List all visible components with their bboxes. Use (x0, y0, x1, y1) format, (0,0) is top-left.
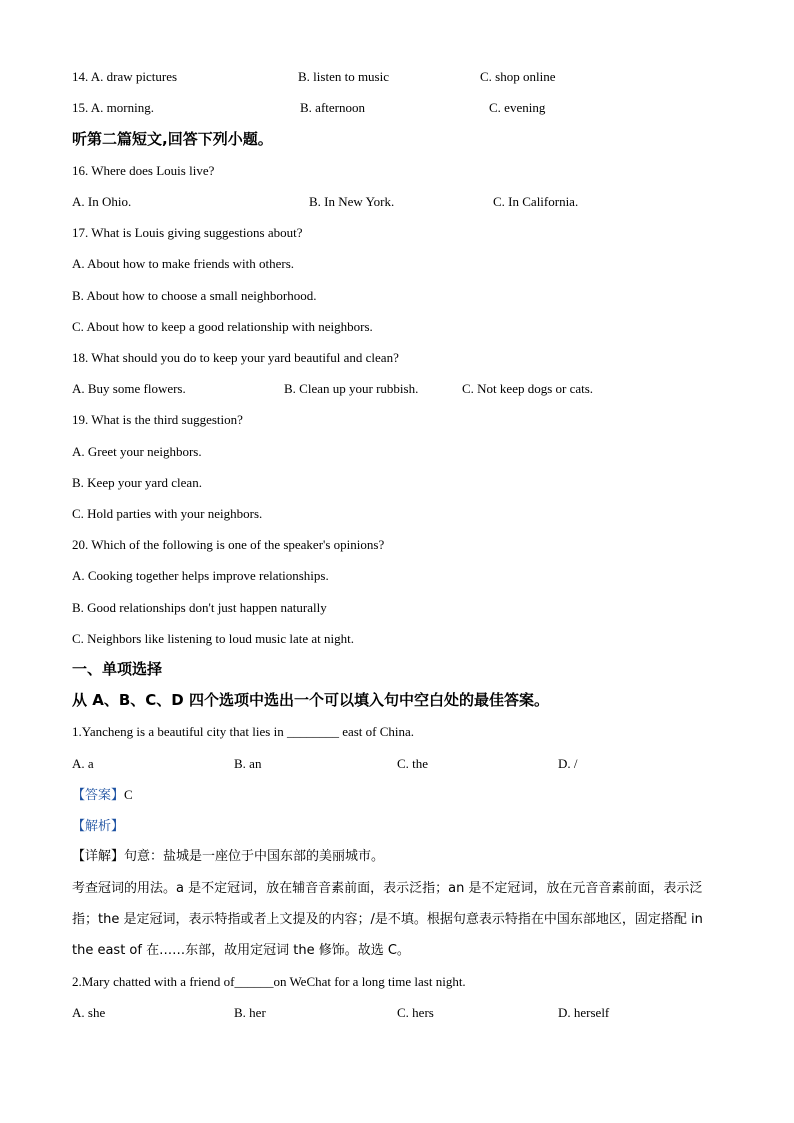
q16-stem: 16. Where does Louis live? (72, 163, 215, 178)
q17-option-b: B. About how to choose a small neighborhood. (72, 288, 317, 303)
q15-option-b: B. afternoon (300, 100, 365, 115)
mc1-option-c: C. the (397, 756, 429, 771)
mc2-option-b: B. her (234, 1005, 266, 1020)
mc1-detail-line (72, 849, 384, 865)
analysis-tag: 【解析】 (72, 819, 125, 834)
q19-option-a: A. Greet your neighbors. (72, 444, 202, 459)
q15-option-a: 15. A. morning. (72, 100, 154, 115)
q20-option-c: C. Neighbors like listening to loud music late at night. (72, 631, 354, 646)
q14-option-a: 14. A. draw pictures (72, 69, 178, 84)
q19-option-c: C. Hold parties with your neighbors. (72, 506, 263, 521)
section2-heading: 听第二篇短文,回答下列小题。 (72, 130, 273, 148)
answer-value: C (124, 787, 133, 802)
mc1-option-a: A. a (72, 756, 94, 771)
q20-option-a: A. Cooking together helps improve relationships. (72, 568, 329, 583)
q18-option-c: C. Not keep dogs or cats. (462, 381, 594, 396)
mc1-option-d: D. / (558, 756, 578, 771)
part1-heading: 一、单项选择 (72, 660, 163, 678)
q17-option-c: C. About how to keep a good relationship with neighbors. (72, 319, 373, 334)
mc1-answer-line (72, 787, 133, 804)
q16-option-c: C. In California. (493, 194, 579, 209)
q18-option-b: B. Clean up your rubbish. (284, 381, 419, 396)
mc1-explanation: 考查冠词的用法。a 是不定冠词，放在辅音音素前面，表示泛指；an 是不定冠词，放在元音音素前面，表示泛指；the 是定冠词，表示特指或者上文提及的内容；/是不填。根据句意表示特指在中国东部地区，固定搭配 in the east of 在……东部，故用定冠词 the 修饰。故选 C。 (72, 881, 703, 958)
mc2-stem: 2.Mary chatted with a friend of______on WeChat for a long time last night. (72, 974, 466, 989)
mc2-option-a: A. she (72, 1005, 106, 1020)
detail-text: 句意：盐城是一座位于中国东部的美丽城市。 (124, 849, 385, 864)
q19-option-b: B. Keep your yard clean. (72, 475, 202, 490)
q20-option-b: B. Good relationships don't just happen naturally (72, 600, 327, 615)
detail-tag: 【详解】 (72, 849, 125, 864)
q16-option-a: A. In Ohio. (72, 194, 132, 209)
q18-option-a: A. Buy some flowers. (72, 381, 186, 396)
q19-stem: 19. What is the third suggestion? (72, 412, 243, 427)
q18-stem: 18. What should you do to keep your yard beautiful and clean? (72, 350, 399, 365)
q15-option-c: C. evening (489, 100, 546, 115)
mc1-analysis-line (72, 818, 124, 835)
q14-option-c: C. shop online (480, 69, 556, 84)
mc1-option-b: B. an (234, 756, 262, 771)
q17-option-a: A. About how to make friends with others. (72, 256, 295, 271)
q20-stem: 20. Which of the following is one of the speaker's opinions? (72, 537, 385, 552)
mc2-option-c: C. hers (397, 1005, 434, 1020)
q16-option-b: B. In New York. (309, 194, 395, 209)
mc2-option-d: D. herself (558, 1005, 610, 1020)
q17-stem: 17. What is Louis giving suggestions about? (72, 225, 303, 240)
answer-tag: 【答案】 (72, 788, 125, 803)
mc1-stem: 1.Yancheng is a beautiful city that lies in ________ east of China. (72, 724, 415, 739)
part1-instruction: 从 A、B、C、D 四个选项中选出一个可以填入句中空白处的最佳答案。 (72, 691, 549, 709)
q14-option-b: B. listen to music (298, 69, 389, 84)
